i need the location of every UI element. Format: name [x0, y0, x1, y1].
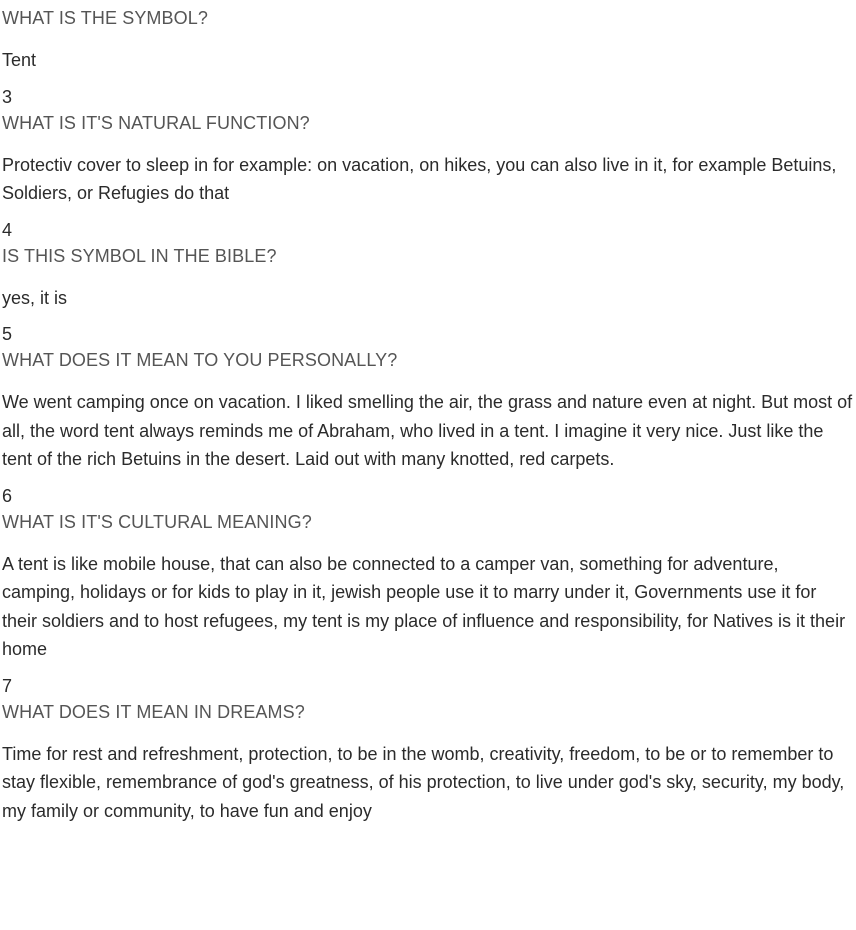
question-label: WHAT IS IT'S CULTURAL MEANING?	[2, 511, 312, 532]
question-number: 3	[2, 86, 13, 107]
answer-text: Tent	[2, 50, 37, 70]
question-number: 5	[2, 324, 13, 344]
answer-text: A tent is like mobile house, that can also be connected to a camper van, something for adventure, camping, holidays or for kids to play in it, jewish people use it to marry under it, Governments use it for their soldiers and to host refugees, my tent is my place of influence and responsibility, for Natives is it their home	[2, 553, 846, 659]
question-block-bible	[2, 219, 854, 313]
question-label: WHAT DOES IT MEAN IN DREAMS?	[2, 701, 305, 722]
question-label: IS THIS SYMBOL IN THE BIBLE?	[2, 245, 277, 266]
question-block-personal-meaning	[2, 323, 854, 474]
question-block-natural-function	[2, 86, 854, 208]
answer-text: Protectiv cover to sleep in for example: on vacation, on hikes, you can also live in it, for example Betuins, Soldiers, or Refugies do that	[2, 154, 837, 203]
answer-text: yes, it is	[2, 287, 68, 308]
question-block-cultural-meaning	[2, 485, 854, 664]
question-block-dream-meaning	[2, 675, 854, 826]
question-number: 7	[2, 675, 13, 696]
question-label: WHAT IS IT'S NATURAL FUNCTION?	[2, 112, 310, 133]
question-block-symbol	[2, 0, 854, 75]
question-number: 6	[2, 485, 13, 506]
question-label: WHAT IS THE SYMBOL?	[2, 8, 208, 28]
answer-text: Time for rest and refreshment, protection, to be in the womb, creativity, freedom, to be or to remember to stay flexible, remembrance of god's greatness, of his protection, to live under god's sky, security, my body, my family or community, to have fun and enjoy	[2, 743, 845, 821]
question-number: 4	[2, 219, 13, 240]
question-label: WHAT DOES IT MEAN TO YOU PERSONALLY?	[2, 350, 398, 370]
answer-text: We went camping once on vacation. I liked smelling the air, the grass and nature even at night. But most of all, the word tent always reminds me of Abraham, who lived in a tent. I imagine it very nice. Just like the tent of the rich Betuins in the desert. Laid out with many knotted, red carpets.	[2, 392, 853, 469]
